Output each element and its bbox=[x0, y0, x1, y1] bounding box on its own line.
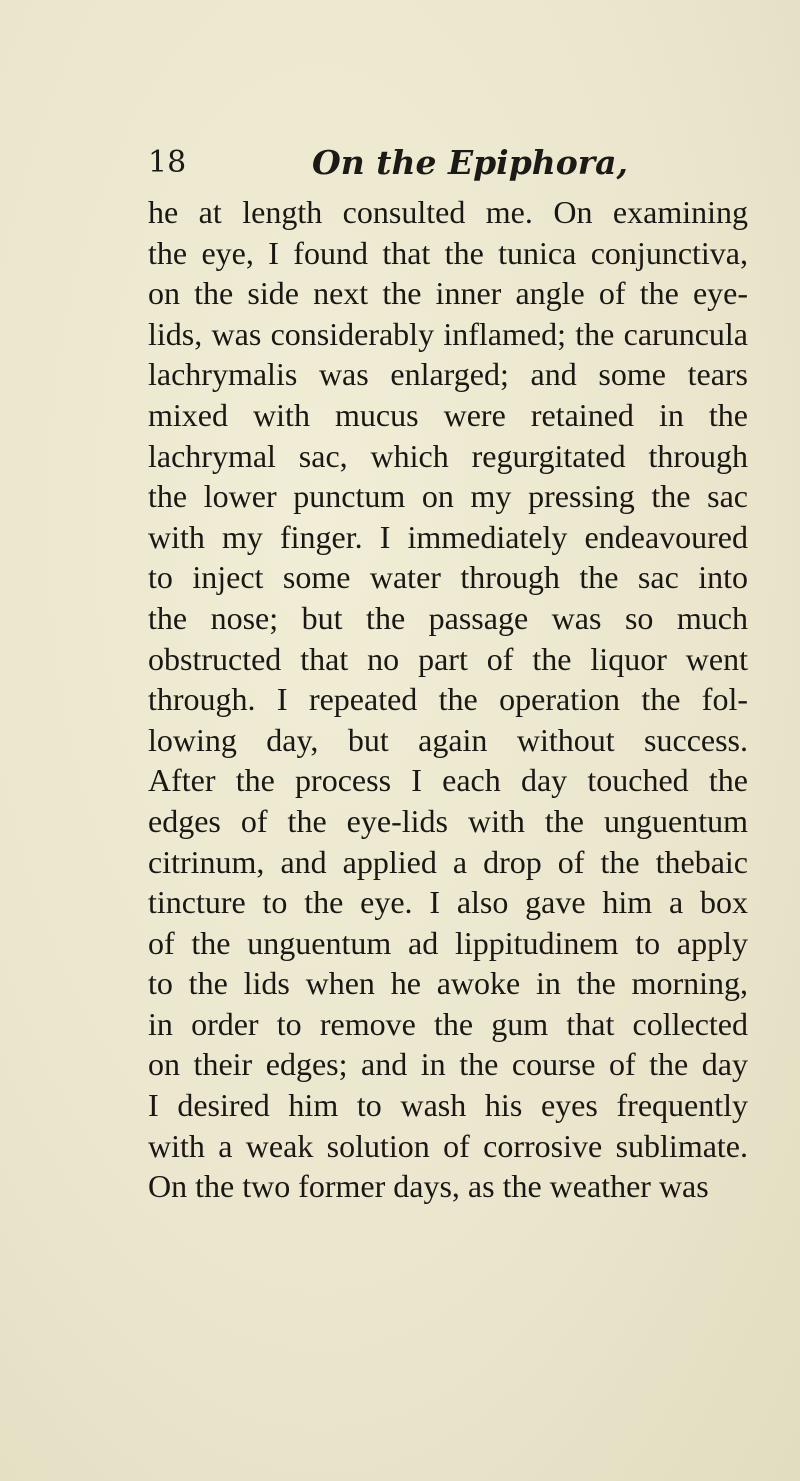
text-line: with my finger. I immediately endeavoured bbox=[148, 518, 748, 555]
text-line: edges of the eye-lids with the unguentum bbox=[148, 802, 748, 839]
text-line: he at length consulted me. On examining bbox=[148, 194, 748, 230]
text-line: I desired him to wash his eyes frequently bbox=[148, 1087, 748, 1124]
text-line: mixed with mucus were retained in the bbox=[148, 396, 748, 433]
text-line: to inject some water through the sac into bbox=[148, 559, 748, 596]
text-line: on the side next the inner angle of the eye- bbox=[148, 275, 748, 312]
text-line: the lower punctum on my pressing the sac bbox=[148, 478, 748, 515]
page-number: 18 bbox=[148, 145, 187, 180]
text-line: of the unguentum ad lippitudinem to apply bbox=[148, 924, 748, 961]
text-line: lachrymal sac, which regurgitated through bbox=[148, 437, 748, 474]
text-line: citrinum, and applied a drop of the thebaic bbox=[148, 843, 748, 880]
body-text bbox=[148, 192, 748, 1207]
text-line: the eye, I found that the tunica conjunctiva, bbox=[148, 234, 748, 271]
text-line: through. I repeated the operation the fol- bbox=[148, 681, 748, 718]
text-line: with a weak solution of corrosive sublimate. bbox=[148, 1127, 748, 1164]
text-line: lowing day, but again without success. bbox=[148, 721, 748, 758]
text-line: to the lids when he awoke in the morning, bbox=[148, 965, 748, 1002]
text-line: obstructed that no part of the liquor went bbox=[148, 640, 748, 677]
text-line: the nose; but the passage was so much bbox=[148, 599, 748, 636]
text-line: On the two former days, as the weather was bbox=[148, 1168, 709, 1205]
text-line: After the process I each day touched the bbox=[148, 762, 748, 799]
running-head bbox=[148, 143, 748, 193]
text-line: tincture to the eye. I also gave him a box bbox=[148, 884, 748, 921]
text-line: on their edges; and in the course of the day bbox=[148, 1046, 748, 1083]
text-line: in order to remove the gum that collected bbox=[148, 1005, 748, 1042]
running-title: On the Epiphora, bbox=[312, 143, 629, 182]
text-line: lids, was considerably inflamed; the caruncula bbox=[148, 315, 748, 352]
text-line: lachrymalis was enlarged; and some tears bbox=[148, 356, 748, 393]
